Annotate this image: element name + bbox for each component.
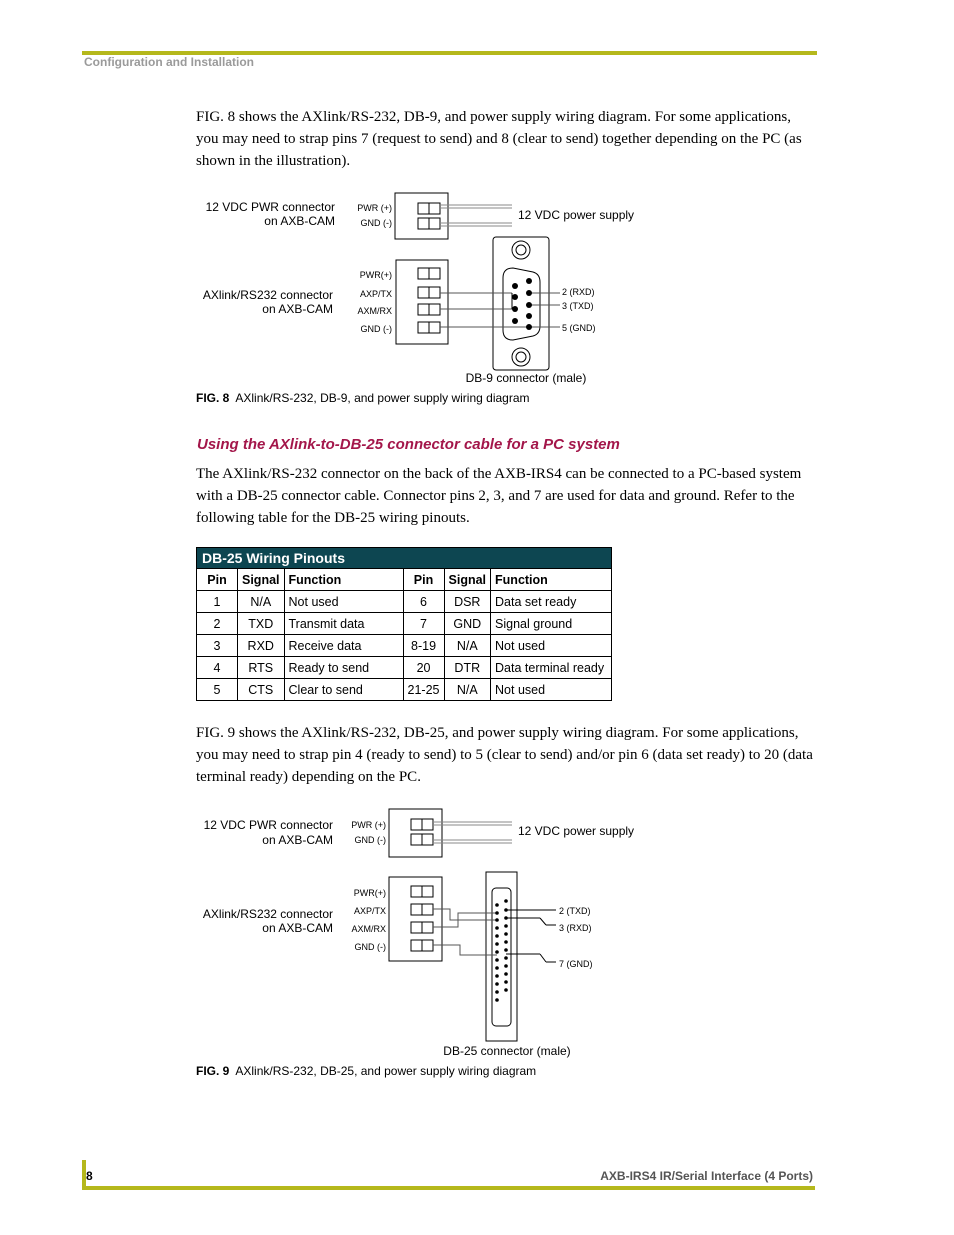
- table-row: [197, 635, 612, 657]
- table-cell: TXD: [238, 613, 285, 635]
- fig8-caption-label: FIG. 8: [196, 391, 230, 405]
- fig9-pwr-connector-label-2: on AXB-CAM: [262, 833, 333, 847]
- fig9-pin-label-1: AXP/TX: [353, 906, 386, 916]
- fig8-axlink-label-1: AXlink/RS232 connector: [202, 288, 333, 302]
- table-cell: N/A: [444, 635, 491, 657]
- db25-shell: [486, 872, 517, 1041]
- table-cell: 21-25: [403, 679, 444, 701]
- fig9-pwr-connector-label-1: 12 VDC PWR connector: [203, 818, 333, 832]
- fig9-pin-label-0: PWR(+): [353, 888, 386, 898]
- fig9-pwr-pin-label: PWR (+): [351, 820, 386, 830]
- table-row: [197, 679, 612, 701]
- fig8-pin-label-1: AXP/TX: [359, 289, 392, 299]
- table-cell: 6: [403, 591, 444, 613]
- header-section-title: Configuration and Installation: [84, 55, 254, 69]
- paragraph-fig9-intro: FIG. 9 shows the AXlink/RS-232, DB-25, and power supply wiring diagram. For some applications, you may need to strap pin 4 (ready to send) to 5 (clear to send) and/or pin 6 (data set ready) to 20 (data terminal ready) depending on the PC.: [196, 725, 813, 785]
- table-cell: 3: [197, 635, 238, 657]
- table-header-function: Function: [284, 569, 403, 591]
- fig8-pwr-connector-box: [395, 193, 448, 239]
- fig8-caption: [196, 391, 530, 405]
- table-cell: GND: [444, 613, 491, 635]
- table-cell: N/A: [444, 679, 491, 701]
- table-header-function: Function: [491, 569, 612, 591]
- table-cell: 4: [197, 657, 238, 679]
- fig8-db-pin-b: 3 (TXD): [562, 301, 594, 311]
- table-header-pin: Pin: [197, 569, 238, 591]
- table-cell: N/A: [238, 591, 285, 613]
- fig9-pin-label-3: GND (-): [354, 942, 386, 952]
- fig9-db-pin-c: 7 (GND): [559, 959, 593, 969]
- table-cell: Not used: [284, 591, 403, 613]
- footer-rule: [82, 1186, 815, 1190]
- table-header-row: [197, 569, 612, 591]
- fig9-supply-label: 12 VDC power supply: [518, 824, 635, 838]
- table-cell: Not used: [491, 635, 612, 657]
- table-header-pin: Pin: [403, 569, 444, 591]
- fig9-db-pin-a: 2 (TXD): [559, 906, 591, 916]
- fig8-db-pin-a: 2 (RXD): [562, 287, 595, 297]
- fig8-axlink-label-2: on AXB-CAM: [262, 302, 333, 316]
- fig9-caption: [196, 1064, 536, 1078]
- table-cell: 5: [197, 679, 238, 701]
- paragraph-fig8-intro: FIG. 8 shows the AXlink/RS-232, DB-9, and power supply wiring diagram. For some applications, you may need to strap pins 7 (request to send) and 8 (clear to send) together depending on the PC (as shown in the illustration).: [196, 109, 802, 169]
- table-cell: RTS: [238, 657, 285, 679]
- table-cell: RXD: [238, 635, 285, 657]
- table-cell: 1: [197, 591, 238, 613]
- fig8-pin-label-2: AXM/RX: [357, 306, 392, 316]
- table-row: [197, 591, 612, 613]
- table-cell: Clear to send: [284, 679, 403, 701]
- table-cell: 20: [403, 657, 444, 679]
- db9-shell: [493, 237, 549, 370]
- fig9-pwr-connector-box: [389, 809, 442, 857]
- table-cell: Signal ground: [491, 613, 612, 635]
- paragraph-db25-intro: The AXlink/RS-232 connector on the back of the AXB-IRS4 can be connected to a PC-based system with a DB-25 connector cable. Connector pins 2, 3, and 7 are used for data and ground. Refer to the following table for the DB-25 wiring pinouts.: [196, 466, 802, 526]
- db25-pinout-table: [196, 547, 612, 701]
- table-row: [197, 613, 612, 635]
- table-cell: DSR: [444, 591, 491, 613]
- table-cell: DTR: [444, 657, 491, 679]
- fig8-caption-text: AXlink/RS-232, DB-9, and power supply wiring diagram: [235, 391, 530, 405]
- fig8-pin-label-0: PWR(+): [359, 270, 392, 280]
- fig8-pwr-connector-label-2: on AXB-CAM: [264, 214, 335, 228]
- table-cell: Data set ready: [491, 591, 612, 613]
- table-cell: Ready to send: [284, 657, 403, 679]
- fig8-pwr-connector-label-1: 12 VDC PWR connector: [205, 200, 335, 214]
- section-title: Using the AXlink-to-DB-25 connector cable for a PC system: [197, 436, 620, 453]
- table-cell: 2: [197, 613, 238, 635]
- fig9-caption-text: AXlink/RS-232, DB-25, and power supply wiring diagram: [235, 1064, 537, 1078]
- fig9-axlink-label-2: on AXB-CAM: [262, 921, 333, 935]
- fig9-caption-label: FIG. 9: [196, 1064, 230, 1078]
- fig9-axlink-connector-box: [389, 877, 442, 961]
- fig9-gnd-pin-label: GND (-): [354, 835, 386, 845]
- table-cell: Not used: [491, 679, 612, 701]
- fig9-axlink-label-1: AXlink/RS232 connector: [202, 907, 333, 921]
- table-row: [197, 657, 612, 679]
- page-number: 8: [86, 1169, 93, 1183]
- table-cell: Data terminal ready: [491, 657, 612, 679]
- fig9-pin-label-2: AXM/RX: [351, 924, 386, 934]
- table-header-signal: Signal: [444, 569, 491, 591]
- table-cell: 8-19: [403, 635, 444, 657]
- fig8-db-pin-c: 5 (GND): [562, 323, 596, 333]
- fig8-pin-label-3: GND (-): [360, 324, 392, 334]
- fig8-connector-label: DB-9 connector (male): [465, 371, 587, 385]
- table-cell: Transmit data: [284, 613, 403, 635]
- fig8-gnd-pin-label: GND (-): [360, 218, 392, 228]
- table-cell: 7: [403, 613, 444, 635]
- table-cell: CTS: [238, 679, 285, 701]
- fig9-connector-label: DB-25 connector (male): [443, 1044, 571, 1058]
- fig9-db-pin-b: 3 (RXD): [559, 923, 592, 933]
- fig8-supply-label: 12 VDC power supply: [518, 208, 635, 222]
- table-cell: Receive data: [284, 635, 403, 657]
- fig8-axlink-connector-box: [396, 260, 448, 344]
- fig8-pwr-pin-label: PWR (+): [357, 203, 392, 213]
- table-title: DB-25 Wiring Pinouts: [196, 547, 612, 568]
- table-header-signal: Signal: [238, 569, 285, 591]
- footer-document-title: AXB-IRS4 IR/Serial Interface (4 Ports): [600, 1169, 813, 1183]
